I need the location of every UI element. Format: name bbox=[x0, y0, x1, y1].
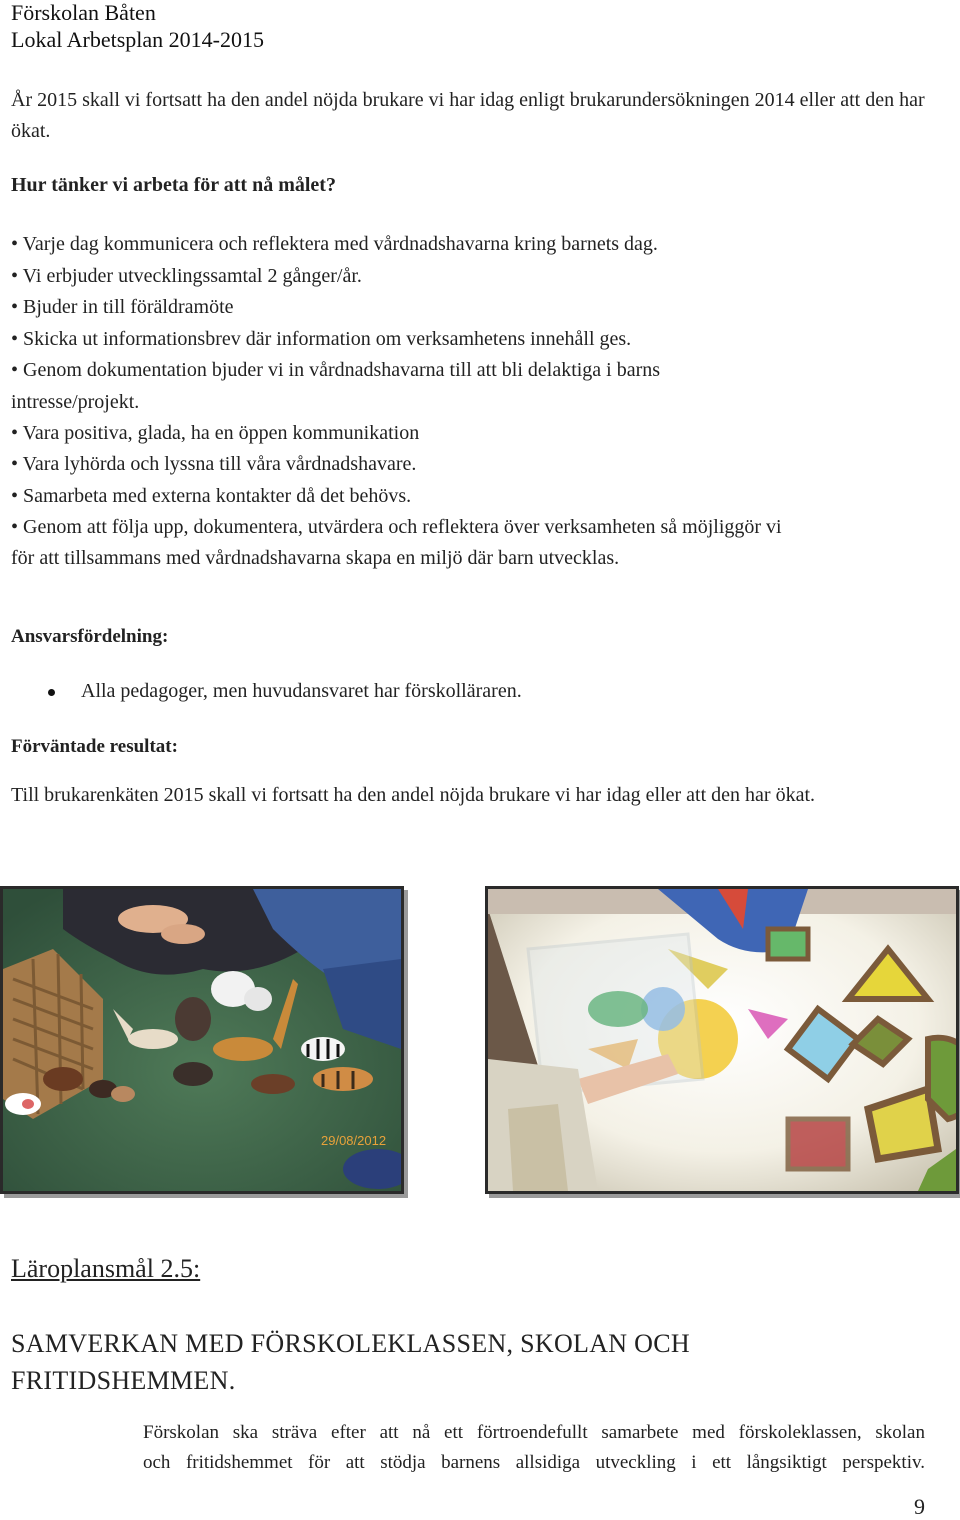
list-item: • Vi erbjuder utvecklingssamtal 2 gånger/år. bbox=[11, 265, 362, 287]
curriculum-title: Läroplansmål 2.5: bbox=[11, 1254, 201, 1283]
list-item: • Vara positiva, glada, ha en öppen kommunikation bbox=[11, 422, 420, 444]
list-item: • Varje dag kommunicera och reflektera med vårdnadshavarna kring barnets dag. bbox=[11, 233, 658, 255]
light-table-image bbox=[488, 889, 956, 1191]
list-item: intresse/projekt. bbox=[11, 391, 140, 413]
photo-light-table bbox=[485, 886, 959, 1194]
list-item: • Skicka ut informationsbrev där information om verksamhetens innehåll ges. bbox=[11, 328, 632, 350]
page-number: 9 bbox=[914, 1494, 925, 1519]
curriculum-intro-line1: Förskolan ska sträva efter att nå ett förtroendefullt samarbete med förskoleklassen, skolan bbox=[143, 1422, 925, 1443]
responsibility-text: Alla pedagoger, men huvudansvaret har förskolläraren. bbox=[81, 680, 522, 702]
goal-paragraph: År 2015 skall vi fortsatt ha den andel nöjda brukare vi har idag enligt brukarundersökningen 2014 eller att den har ökat. bbox=[11, 89, 925, 142]
bullet-dot-icon bbox=[48, 689, 55, 696]
list-item: • Vara lyhörda och lyssna till våra vårdnadshavare. bbox=[11, 453, 417, 475]
photo-date-stamp: 29/08/2012 bbox=[321, 1133, 387, 1148]
list-item: • Samarbeta med externa kontakter då det behövs. bbox=[11, 485, 412, 507]
list-item: • Genom dokumentation bjuder vi in vårdnadshavarna till att bli delaktiga i barns bbox=[11, 359, 661, 381]
curriculum-heading-line2: FRITIDSHEMMEN. bbox=[11, 1366, 236, 1395]
responsibility-heading: Ansvarsfördelning: bbox=[11, 626, 169, 647]
photo-toy-animals bbox=[0, 886, 404, 1194]
curriculum-heading-line1: SAMVERKAN MED FÖRSKOLEKLASSEN, SKOLAN OCH bbox=[11, 1329, 690, 1358]
header-school-name: Förskolan Båten bbox=[11, 0, 156, 25]
toy-animals-image bbox=[3, 889, 401, 1191]
responsibility-item bbox=[48, 676, 522, 707]
list-item: • Genom att följa upp, dokumentera, utvärdera och reflektera över verksamheten så möjliggör vi bbox=[11, 516, 782, 538]
expected-heading: Förväntade resultat: bbox=[11, 736, 178, 757]
expected-text: Till brukarenkäten 2015 skall vi fortsatt ha den andel nöjda brukare vi har idag eller att den har ökat. bbox=[11, 784, 816, 806]
curriculum-intro-line2: och fritidshemmet för att stödja barnens allsidiga utveckling i ett långsiktigt perspektiv. bbox=[143, 1452, 925, 1473]
how-heading: Hur tänker vi arbeta för att nå målet? bbox=[11, 174, 336, 196]
list-item: för att tillsammans med vårdnadshavarna skapa en miljö där barn utvecklas. bbox=[11, 547, 620, 569]
header-plan-title: Lokal Arbetsplan 2014-2015 bbox=[11, 27, 264, 52]
list-item: • Bjuder in till föräldramöte bbox=[11, 296, 234, 318]
